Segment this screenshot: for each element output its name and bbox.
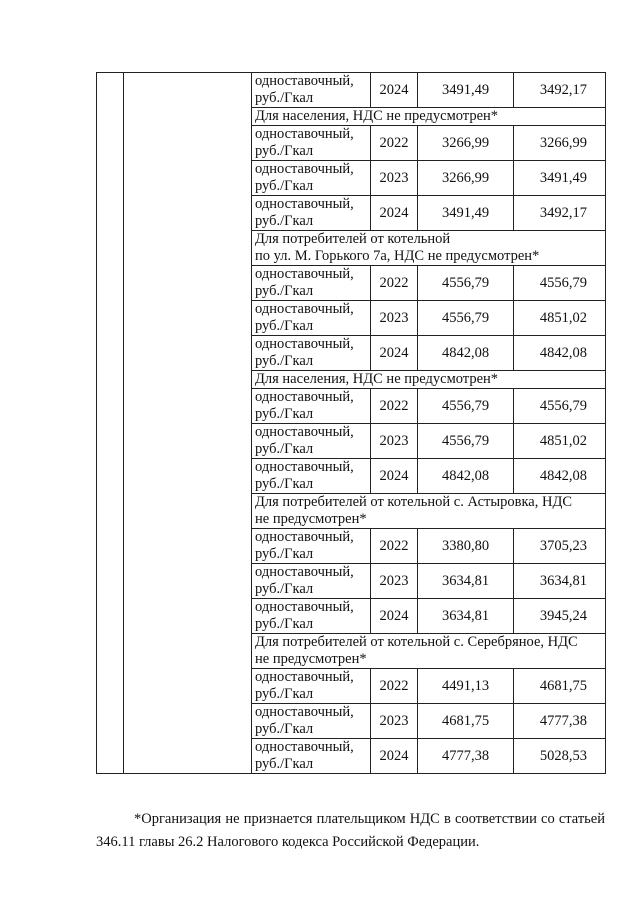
first-half-value-cell: 3266,99 [418,126,514,161]
tariff-type-cell: одноставочный, руб./Гкал [252,301,371,336]
tariff-type-cell: одноставочный, руб./Гкал [252,126,371,161]
year-cell: 2022 [371,126,418,161]
first-half-value-cell: 3491,49 [418,196,514,231]
second-half-value-cell: 4556,79 [514,266,606,301]
year-cell: 2023 [371,301,418,336]
first-half-value-cell: 4842,08 [418,459,514,494]
first-half-value-cell: 4681,75 [418,704,514,739]
tariff-type-cell: одноставочный, руб./Гкал [252,459,371,494]
tariff-type-cell: одноставочный, руб./Гкал [252,266,371,301]
first-half-value-cell: 3634,81 [418,564,514,599]
tariff-type-cell: одноставочный, руб./Гкал [252,704,371,739]
tariff-table [96,72,606,774]
tariff-type-cell: одноставочный, руб./Гкал [252,389,371,424]
second-half-value-cell: 3705,23 [514,529,606,564]
second-half-value-cell: 3491,49 [514,161,606,196]
year-cell: 2022 [371,669,418,704]
second-half-value-cell: 4842,08 [514,459,606,494]
first-half-value-cell: 3266,99 [418,161,514,196]
first-half-value-cell: 3380,80 [418,529,514,564]
group-header-cell [252,371,606,389]
year-cell: 2024 [371,599,418,634]
group-header-text: Для потребителей от котельной с. Астыровка, НДС не предусмотрен* [255,494,573,527]
second-half-value-cell: 5028,53 [514,739,606,774]
tariff-type-cell: одноставочный, руб./Гкал [252,73,371,108]
year-cell: 2024 [371,336,418,371]
year-cell: 2023 [371,704,418,739]
first-half-value-cell: 4556,79 [418,301,514,336]
tariff-type-cell: одноставочный, руб./Гкал [252,196,371,231]
year-cell: 2022 [371,529,418,564]
year-cell: 2024 [371,459,418,494]
blank-column-number [97,73,124,774]
second-half-value-cell: 3945,24 [514,599,606,634]
tariff-type-cell: одноставочный, руб./Гкал [252,599,371,634]
tariff-row [97,73,606,108]
year-cell: 2024 [371,739,418,774]
group-header-text: Для потребителей от котельной по ул. М. Горького 7а, НДС не предусмотрен* [255,231,540,264]
footnote-text: *Организация не признается плательщиком НДС в соответствии со статьей 346.11 главы 26.2 Налогового кодекса Российской Федерации. [96,810,605,850]
second-half-value-cell: 3492,17 [514,73,606,108]
group-header-text: Для потребителей от котельной с. Серебряное, НДС не предусмотрен* [255,634,578,667]
year-cell: 2024 [371,196,418,231]
tariff-type-cell: одноставочный, руб./Гкал [252,669,371,704]
group-header-cell [252,494,606,529]
second-half-value-cell: 3266,99 [514,126,606,161]
second-half-value-cell: 4851,02 [514,301,606,336]
first-half-value-cell: 3491,49 [418,73,514,108]
tariff-type-cell: одноставочный, руб./Гкал [252,161,371,196]
tariff-type-cell: одноставочный, руб./Гкал [252,336,371,371]
year-cell: 2023 [371,424,418,459]
second-half-value-cell: 4851,02 [514,424,606,459]
group-header-cell [252,108,606,126]
group-header-cell [252,231,606,266]
year-cell: 2023 [371,564,418,599]
second-half-value-cell: 3492,17 [514,196,606,231]
year-cell: 2023 [371,161,418,196]
tariff-table-body [97,73,606,774]
first-half-value-cell: 4556,79 [418,389,514,424]
second-half-value-cell: 4681,75 [514,669,606,704]
first-half-value-cell: 4556,79 [418,424,514,459]
blank-column-organization [124,73,252,774]
year-cell: 2022 [371,266,418,301]
second-half-value-cell: 4842,08 [514,336,606,371]
tariff-type-cell: одноставочный, руб./Гкал [252,529,371,564]
second-half-value-cell: 4777,38 [514,704,606,739]
tariff-type-cell: одноставочный, руб./Гкал [252,564,371,599]
first-half-value-cell: 4842,08 [418,336,514,371]
year-cell: 2024 [371,73,418,108]
group-header-text: Для населения, НДС не предусмотрен* [255,108,499,124]
second-half-value-cell: 3634,81 [514,564,606,599]
group-header-text: Для населения, НДС не предусмотрен* [255,371,499,387]
first-half-value-cell: 3634,81 [418,599,514,634]
first-half-value-cell: 4491,13 [418,669,514,704]
second-half-value-cell: 4556,79 [514,389,606,424]
first-half-value-cell: 4556,79 [418,266,514,301]
tariff-type-cell: одноставочный, руб./Гкал [252,739,371,774]
first-half-value-cell: 4777,38 [418,739,514,774]
year-cell: 2022 [371,389,418,424]
tariff-type-cell: одноставочный, руб./Гкал [252,424,371,459]
group-header-cell [252,634,606,669]
